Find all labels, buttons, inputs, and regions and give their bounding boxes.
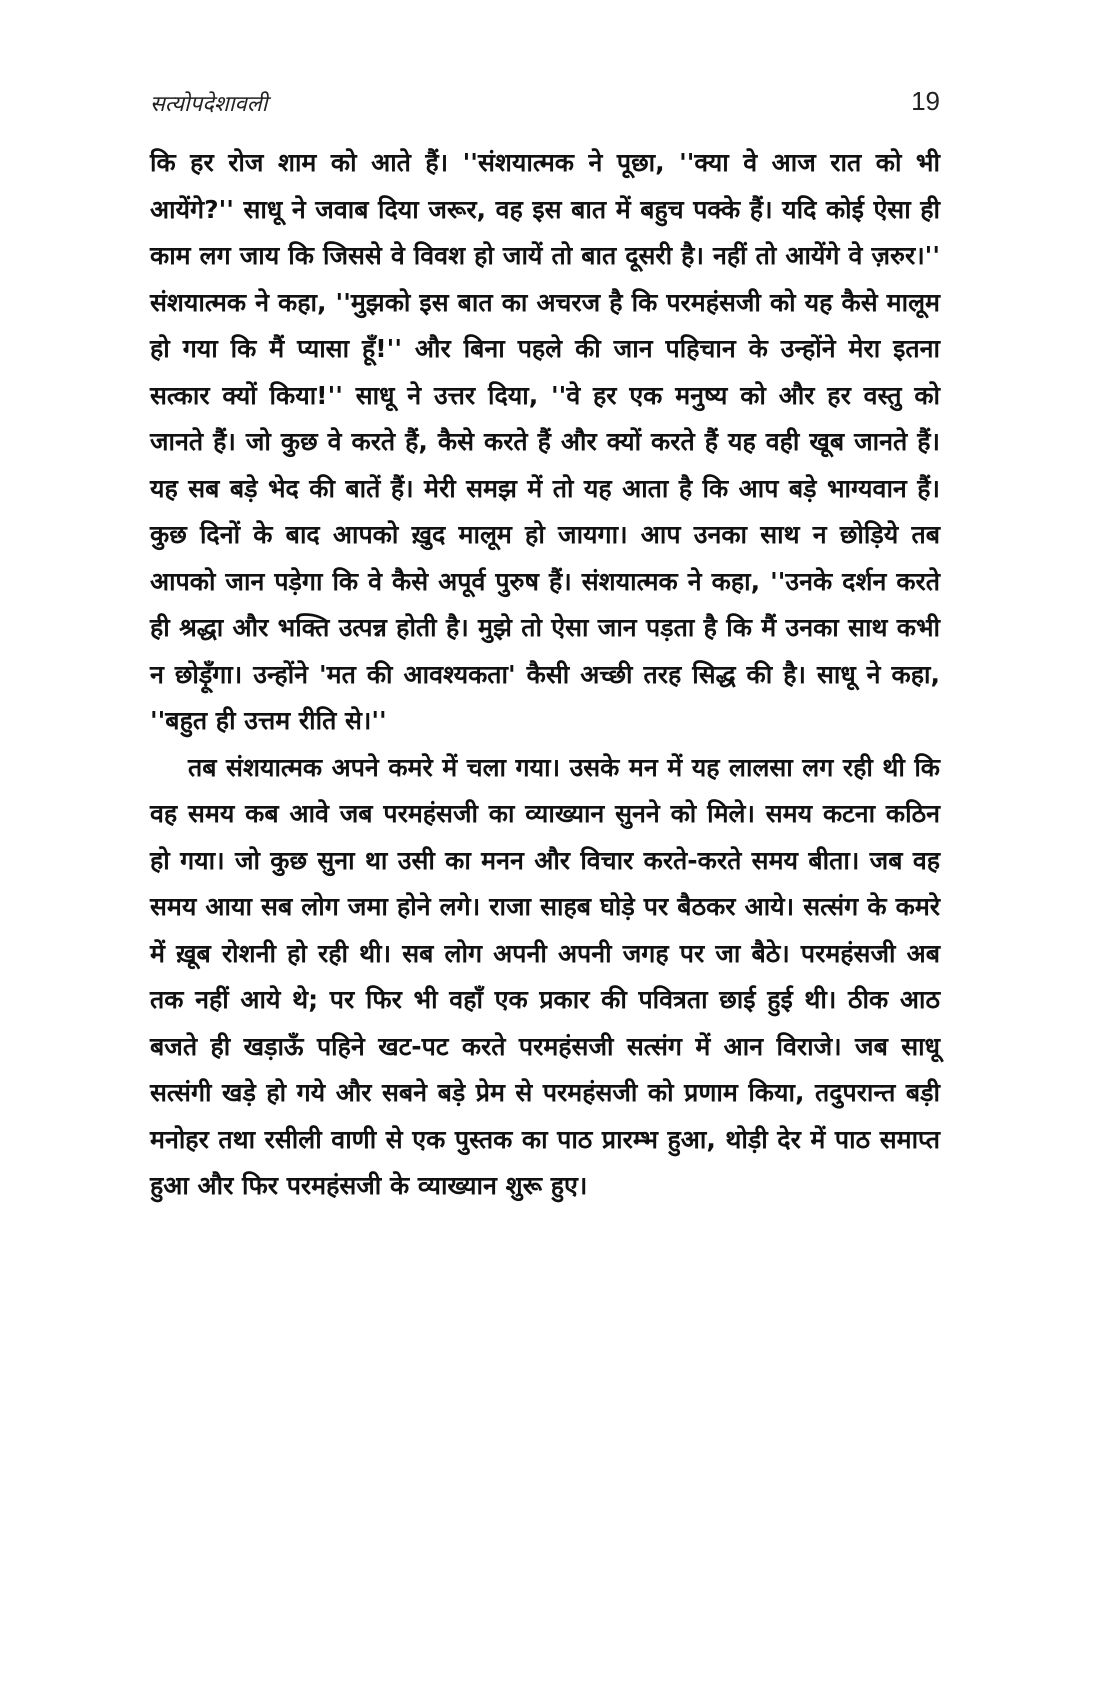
page-body [150,140,940,1210]
page-header [150,88,940,128]
paragraph-1: कि हर रोज शाम को आते हैं। ''संशयात्मक ने पूछा, ''क्या वे आज रात को भी आयेंगे?'' साधू ने जवाब दिया जरूर, वह इस बात में बहुच पक्के हैं। यदि कोई ऐसा ही काम लग जाय कि जिससे वे विवश हो जायें तो बात दूसरी है। नहीं तो आयेंगे वे ज़रुर।'' संशयात्मक ने कहा, ''मुझको इस बात का अचरज है कि परमहंसजी को यह कैसे मालूम हो गया कि मैं प्यासा हूँ!'' और बिना पहले की जान पहिचान के उन्होंने मेरा इतना सत्कार क्यों किया!'' साधू ने उत्तर दिया, ''वे हर एक मनुष्य को और हर वस्तु को जानते हैं। जो कुछ वे करते हैं, कैसे करते हैं और क्यों करते हैं यह वही खूब जानते हैं। यह सब बड़े भेद की बातें हैं। मेरी समझ में तो यह आता है कि आप बड़े भाग्यवान हैं। कुछ दिनों के बाद आपको ख़ुद मालूम हो जायगा। आप उनका साथ न छोड़िये तब आपको जान पड़ेगा कि वे कैसे अपूर्व पुरुष हैं। संशयात्मक ने कहा, ''उनके दर्शन करते ही श्रद्धा और भक्ति उत्पन्न होती है। मुझे तो ऐसा जान पड़ता है कि मैं उनका साथ कभी न छोड़ूँगा। उन्होंने 'मत की आवश्यकता' कैसी अच्छी तरह सिद्ध की है। साधू ने कहा, ''बहुत ही उत्तम रीति से।'' [150,148,940,735]
paragraph-2: तब संशयात्मक अपने कमरे में चला गया। उसके मन में यह लालसा लग रही थी कि वह समय कब आवे जब परमहंसजी का व्याख्यान सुनने को मिले। समय कटना कठिन हो गया। जो कुछ सुना था उसी का मनन और विचार करते-करते समय बीता। जब वह समय आया सब लोग जमा होने लगे। राजा साहब घोड़े पर बैठकर आये। सत्संग के कमरे में ख़ूब रोशनी हो रही थी। सब लोग अपनी अपनी जगह पर जा बैठे। परमहंसजी अब तक नहीं आये थे; पर फिर भी वहाँ एक प्रकार की पवित्रता छाई हुई थी। ठीक आठ बजते ही खड़ाऊँ पहिने खट-पट करते परमहंसजी सत्संग में आन विराजे। जब साधू सत्संगी खड़े हो गये और सबने बड़े प्रेम से परमहंसजी को प्रणाम किया, तदुपरान्त बड़ी मनोहर तथा रसीली वाणी से एक पुस्तक का पाठ प्रारम्भ हुआ, थोड़ी देर में पाठ समाप्त हुआ और फिर परमहंसजी के व्याख्यान शुरू हुए। [150,752,940,1200]
page-number: 19 [911,86,940,116]
running-title: सत्योपदेशावली [150,92,268,117]
